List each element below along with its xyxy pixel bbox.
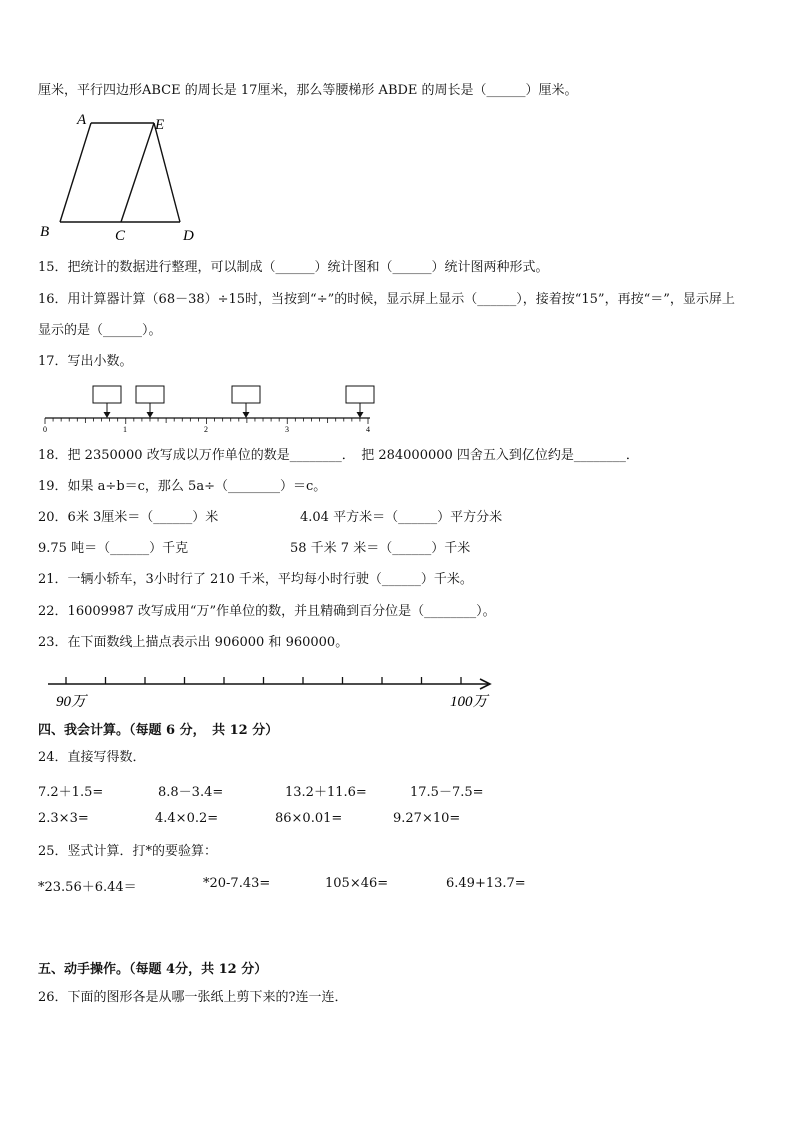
question-24: 24．直接写得数． — [38, 750, 146, 765]
ruler-label-3: 3 — [285, 425, 289, 434]
calc-item: 7.2＋1.5= — [38, 785, 104, 800]
calc-item: *20-7.43= — [203, 876, 271, 891]
vertex-label-c: C — [115, 228, 126, 244]
question-20-b: 4.04 平方米＝（______）平方分米 — [300, 510, 503, 525]
calc-item: 86×0.01= — [275, 811, 343, 826]
calc-item: 17.5－7.5= — [410, 785, 484, 800]
question-23: 23．在下面数线上描点表示出 906000 和 960000。 — [38, 635, 349, 650]
question-26: 26．下面的图形各是从哪一张纸上剪下来的?连一连． — [38, 990, 348, 1005]
decimal-ruler — [35, 380, 385, 440]
calc-item: 13.2＋11.6= — [285, 785, 367, 800]
calc-item: *23.56＋6.44＝ — [38, 880, 137, 895]
question-19: 19．如果 a÷b＝c，那么 5a÷（________）＝c。 — [38, 479, 327, 494]
question-15: 15．把统计的数据进行整理，可以制成（______）统计图和（______）统计图两种形式。 — [38, 260, 549, 275]
ruler-label-1: 1 — [123, 425, 127, 434]
question-18: 18．把 2350000 改写成以万作单位的数是________． 把 284000000 四舍五入到亿位约是________． — [38, 448, 639, 463]
trapezoid-figure — [30, 110, 230, 250]
question-17: 17．写出小数。 — [38, 354, 133, 369]
number-line — [40, 670, 510, 720]
section-5-heading: 五、动手操作。（每题 4分，共 12 分） — [38, 962, 268, 977]
calc-item: 8.8－3.4= — [158, 785, 224, 800]
vertex-label-e: E — [155, 117, 165, 133]
vertex-label-b: B — [40, 224, 50, 240]
question-16-line1: 16．用计算器计算（68－38）÷15时，当按到“÷”的时候，显示屏上显示（______），接着按“15”，再按“＝”，显示屏上 — [38, 292, 735, 307]
vertex-label-d: D — [183, 228, 194, 244]
calc-item: 2.3×3= — [38, 811, 89, 826]
ruler-label-2: 2 — [204, 425, 208, 434]
number-line-end-label: 100万 — [450, 694, 488, 710]
calc-item: 9.27×10= — [393, 811, 461, 826]
question-20-a: 20．6米 3厘米＝（______）米 — [38, 510, 219, 525]
question-20-d: 58 千米 7 米＝（______）千米 — [290, 541, 471, 556]
ruler-label-4: 4 — [366, 425, 370, 434]
section-4-heading: 四、我会计算。（每题 6 分， 共 12 分） — [38, 723, 279, 738]
question-16-line2: 显示的是（______）。 — [38, 323, 162, 338]
question-20-c: 9.75 吨＝（______）千克 — [38, 541, 189, 556]
question-21: 21．一辆小轿车，3小时行了 210 千米，平均每小时行驶（______）千米。 — [38, 572, 473, 587]
calc-item: 105×46= — [325, 876, 389, 891]
vertex-label-a: A — [77, 112, 87, 128]
question-22: 22．16009987 改写成用“万”作单位的数，并且精确到百分位是（________）。 — [38, 604, 496, 619]
ruler-label-0: 0 — [43, 425, 47, 434]
question-25: 25．竖式计算．打*的要验算： — [38, 844, 218, 859]
calc-item: 4.4×0.2= — [155, 811, 219, 826]
calc-item: 6.49+13.7= — [446, 876, 526, 891]
number-line-start-label: 90万 — [56, 694, 87, 710]
text-line-top: 厘米，平行四边形ABCE 的周长是 17厘米，那么等腰梯形 ABDE 的周长是（______）厘米。 — [38, 83, 578, 98]
